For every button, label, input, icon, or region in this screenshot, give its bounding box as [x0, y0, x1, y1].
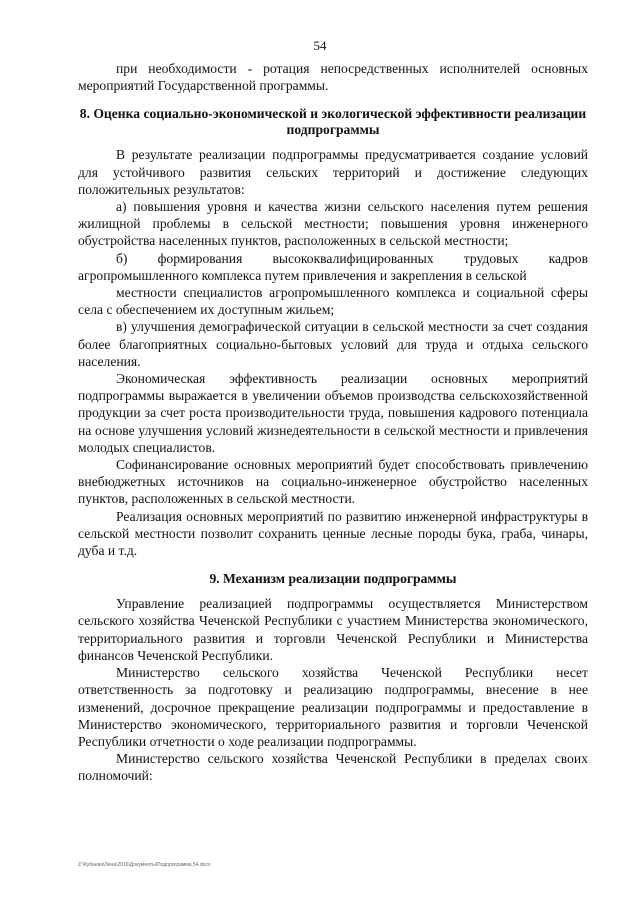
file-path-footer: Z:\Кубаева\Лена\2016\Документы\Подпрограмма 54.docx: [78, 862, 211, 868]
section-8-heading: 8. Оценка социально-экономической и экологической эффективности реализации подпрограммы: [79, 106, 587, 138]
section-8-paragraph: Реализация основных мероприятий по развитию инженерной инфраструктуры в сельской местности позволит сохранить ценные лесные породы бука, граба, чинары, дуба и т.д.: [78, 508, 588, 559]
document-body: [78, 60, 588, 785]
section-9-paragraph: Министерство сельского хозяйства Чеченской Республики в пределах своих полномочий:: [78, 751, 588, 784]
section-9-paragraph: Управление реализацией подпрограммы осуществляется Министерством сельского хозяйства Чеченской Республики с участием Министерства экономического, территориального развития и торговли Чеченской Республики и Министерства финансов Чеченской Республики.: [78, 596, 588, 663]
intro-paragraph: при необходимости - ротация непосредственных исполнителей основных мероприятий Государственной программы.: [78, 61, 588, 94]
section-8-paragraph: местности специалистов агропромышленного комплекса и социальной сферы села с обеспечением их доступным жильем;: [78, 285, 588, 318]
section-8-paragraph: б) формирования высококвалифицированных трудовых кадров агропромышленного комплекса путем привлечения и закрепления в сельской: [78, 250, 588, 283]
section-9-heading: 9. Механизм реализации подпрограммы: [209, 571, 457, 587]
page-number: 54: [313, 38, 327, 53]
section-8-paragraph: Экономическая эффективность реализации основных мероприятий подпрограммы выражается в увеличении объемов производства сельскохозяйственной продукции за счет роста производительности труда, повышения кадрового потенциала на основе улучшения условий жизнедеятельности в сельской местности и привлечения молодых специалистов.: [78, 371, 588, 455]
section-8-paragraph: Софинансирование основных мероприятий будет способствовать привлечению внебюджетных источников на социально-инженерное обустройство населенных пунктов, расположенных в сельской местности.: [78, 457, 588, 507]
section-8-paragraph: а) повышения уровня и качества жизни сельского населения путем решения жилищной проблемы в сельской местности; повышения уровня инженерного обустройства населенных пунктов, расположенных в сельской местности;: [78, 199, 588, 249]
section-9-paragraph: Министерство сельского хозяйства Чеченской Республики несет ответственность за подготовку и реализацию подпрограммы, внесение в нее изменений, досрочное прекращение реализации подпрограммы и предоставление в Министерство экономического, территориального развития и торговли Чеченской Республики отчетности о ходе реализации подпрограммы.: [78, 665, 588, 749]
section-8-paragraph: в) улучшения демографической ситуации в сельской местности за счет создания более благоприятных социально-бытовых условий для труда и отдыха сельского населения.: [78, 319, 588, 369]
section-8-paragraph: В результате реализации подпрограммы предусматривается создание условий для устойчивого развития сельских территорий и достижение следующих положительных результатов:: [78, 147, 588, 197]
